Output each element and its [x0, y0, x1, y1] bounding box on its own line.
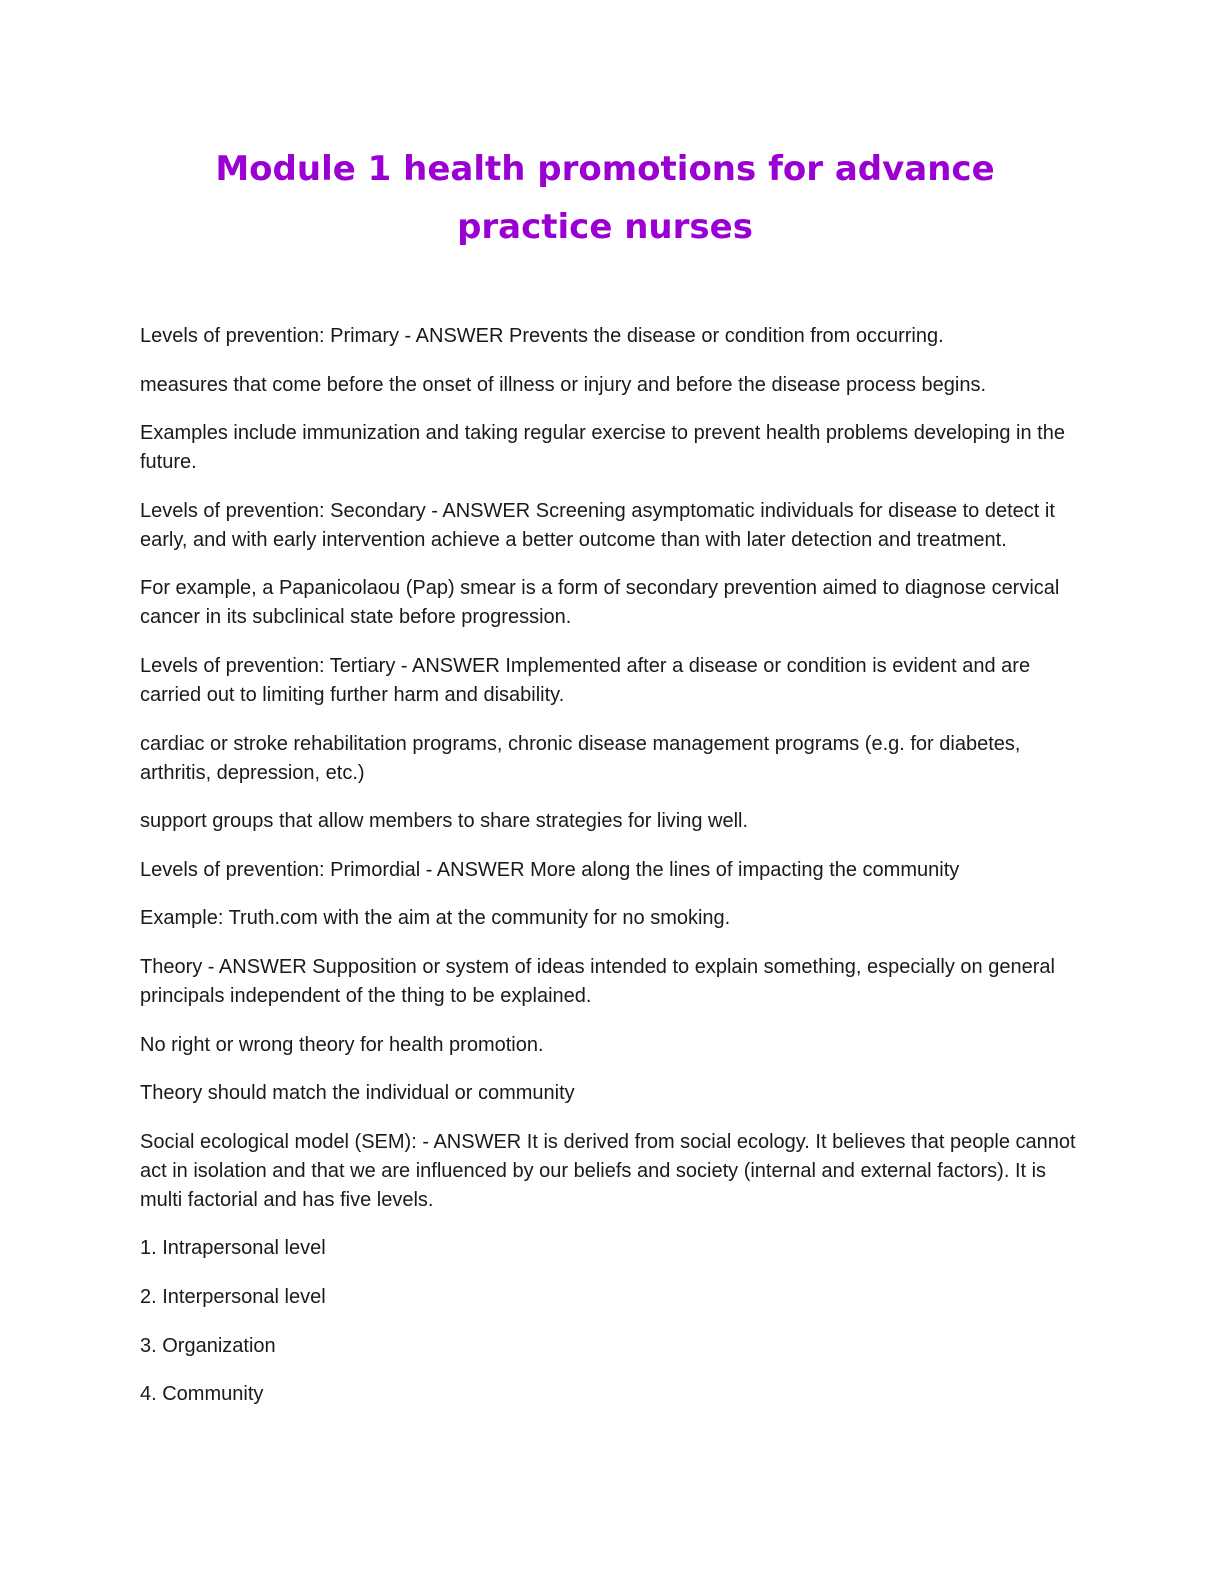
paragraph: Theory - ANSWER Supposition or system of ideas intended to explain something, especially on general principals independent of the thing to be explained.	[140, 955, 1055, 1007]
paragraph: For example, a Papanicolaou (Pap) smear is a form of secondary prevention aimed to diagnose cervical cancer in its subclinical state before progression.	[140, 577, 1060, 629]
paragraph: Social ecological model (SEM): - ANSWER It is derived from social ecology. It believes that people cannot act in isolation and that we are influenced by our beliefs and society (internal and external factors). It is multi factorial and has five levels.	[140, 1130, 1076, 1211]
paragraph: Examples include immunization and taking regular exercise to prevent health problems developing in the future.	[140, 422, 1065, 474]
paragraph: Levels of prevention: Primary - ANSWER Prevents the disease or condition from occurring.	[140, 325, 944, 347]
paragraph: cardiac or stroke rehabilitation programs, chronic disease management programs (e.g. for diabetes, arthritis, depression, etc.)	[140, 732, 1021, 784]
document-title	[140, 140, 1070, 256]
paragraph: Theory should match the individual or community	[140, 1082, 575, 1105]
paragraph: support groups that allow members to share strategies for living well.	[140, 810, 749, 833]
document-body	[140, 322, 1080, 1429]
list-item: 3. Organization	[140, 1334, 276, 1357]
paragraph: No right or wrong theory for health promotion.	[140, 1033, 544, 1056]
paragraph: measures that come before the onset of illness or injury and before the disease process begins.	[140, 373, 987, 396]
paragraph: Levels of prevention: Tertiary - ANSWER Implemented after a disease or condition is evident and are carried out to limiting further harm and disability.	[140, 654, 1031, 706]
paragraph: Levels of prevention: Primordial - ANSWER More along the lines of impacting the community	[140, 858, 960, 881]
list-item: 1. Intrapersonal level	[140, 1237, 326, 1260]
title-line-2: practice nurses	[457, 207, 753, 247]
paragraph: Levels of prevention: Secondary - ANSWER Screening asymptomatic individuals for disease to detect it early, and with early intervention achieve a better outcome than with later detection and treatment.	[140, 499, 1055, 551]
title-line-1: Module 1 health promotions for advance	[215, 149, 995, 189]
paragraph: Example: Truth.com with the aim at the community for no smoking.	[140, 907, 731, 930]
list-item: 4. Community	[140, 1383, 264, 1406]
list-item: 2. Interpersonal level	[140, 1285, 326, 1308]
